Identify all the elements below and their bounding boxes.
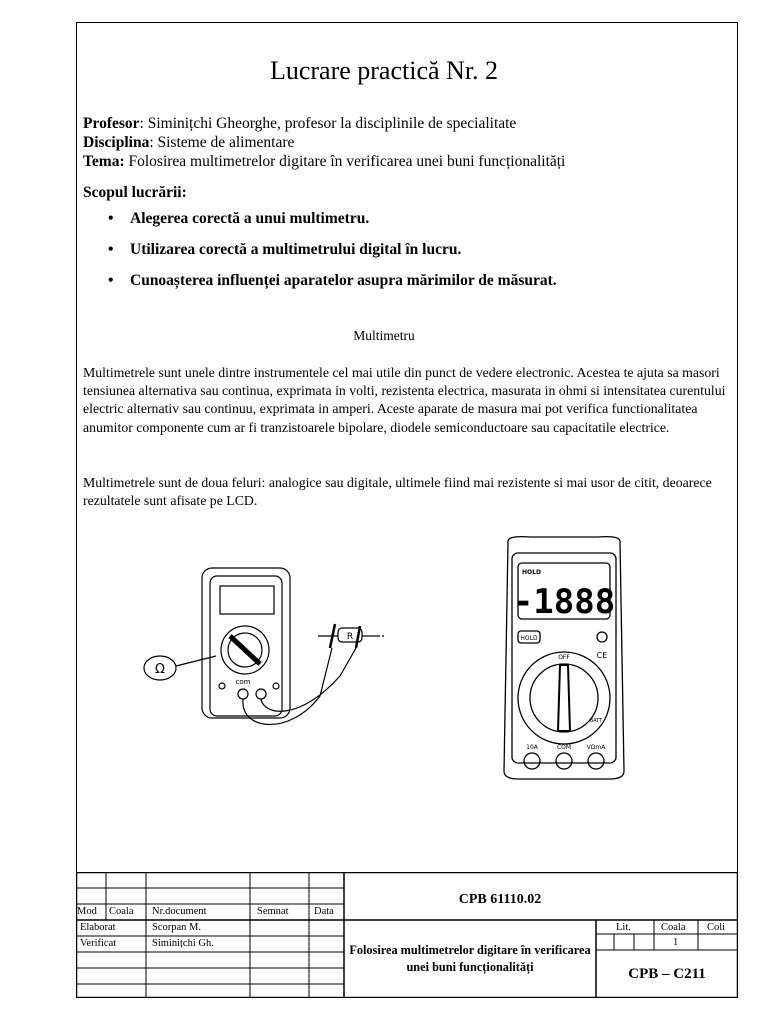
list-item: • Alegerea corectă a unui multimetru. [106, 203, 557, 234]
header-semnat: Semnat [257, 906, 289, 917]
header-coala: Coala [109, 906, 134, 917]
paragraph-intro: Multimetrele sunt unele dintre instrumentele cel mai utile din punct de vedere electronic. Acestea te ajuta sa masori tensiunea alternativa sau continua, exprimata in volti, rezistenta electrica, masurata in ohmi si intensitatea curentului electric alternativ sau continuu, exprimata in amperi. Aceste aparate de masura mai pot verifica functionalitatea anumitor componente cum ar fi tranzistoarele bipolare, diodele semiconductoare sau capacitatile electrice. [83, 365, 726, 435]
elaborat-name: Scorpan M. [152, 922, 201, 933]
tema-label: Tema: [83, 153, 125, 170]
tema-line [83, 152, 565, 171]
profesor-label: Profesor [83, 115, 140, 132]
header-nr-document: Nr.document [152, 906, 207, 917]
verificat-label: Verificat [80, 938, 117, 949]
multimeter-resistor-figure [140, 556, 388, 752]
lit-label: Lit. [616, 922, 631, 933]
meta-block [83, 114, 565, 171]
profesor-value: : Siminițchi Gheorghe, profesor la disciplinile de specialitate [139, 115, 517, 132]
hold-indicator: HOLD [522, 569, 541, 576]
ohm-symbol: Ω [155, 662, 165, 677]
ce-mark: CE [596, 651, 608, 660]
coli-label: Coli [707, 922, 726, 933]
hold-button-label: HOLD [520, 635, 538, 642]
com-label: com [235, 678, 251, 686]
scope-heading: Scopul lucrării: [83, 184, 187, 201]
section-title: Multimetru [353, 328, 415, 343]
disciplina-value: : Sisteme de alimentare [149, 134, 295, 151]
header-mod: Mod [77, 906, 97, 917]
jack-vma-label: VΩmA [586, 744, 606, 751]
lcd-reading: -1888 [512, 582, 616, 622]
disciplina-label: Disciplina [83, 134, 150, 151]
list-item: • Cunoașterea influenței aparatelor asupra mărimilor de măsurat. [106, 265, 557, 296]
tema-value: Folosirea multimetrelor digitare în verificarea unei buni funcționalități [124, 153, 566, 170]
digital-multimeter-figure [500, 535, 628, 780]
batt-label: BATT [589, 718, 603, 724]
resistor-label: R [346, 632, 354, 642]
document-code: CPB 61110.02 [458, 892, 542, 907]
header-data: Data [314, 906, 334, 917]
profesor-line [83, 114, 565, 133]
verificat-name: Siminițchi Gh. [152, 938, 214, 949]
group-code: CPB – C211 [628, 966, 706, 982]
coala-value: 1 [673, 937, 679, 948]
elaborat-label: Elaborat [80, 922, 116, 933]
coala-label: Coala [661, 922, 686, 933]
paragraph-types: Multimetrele sunt de doua feluri: analogice sau digitale, ultimele fiind mai rezistente si mai usor de citit, deoarece rezultatele sunt afisate pe LCD. [83, 475, 712, 509]
jack-com-label: COM [556, 744, 572, 751]
objectives-list [106, 203, 557, 296]
disciplina-line [83, 133, 565, 152]
page-title: Lucrare practică Nr. 2 [269, 56, 499, 85]
off-position-label: OFF [558, 654, 570, 661]
jack-10a-label: 10A [526, 744, 538, 751]
document-description: Folosirea multimetrelor digitare în verificarea unei buni funcționalități [349, 943, 591, 974]
list-item: • Utilizarea corectă a multimetrului digital în lucru. [106, 234, 557, 265]
